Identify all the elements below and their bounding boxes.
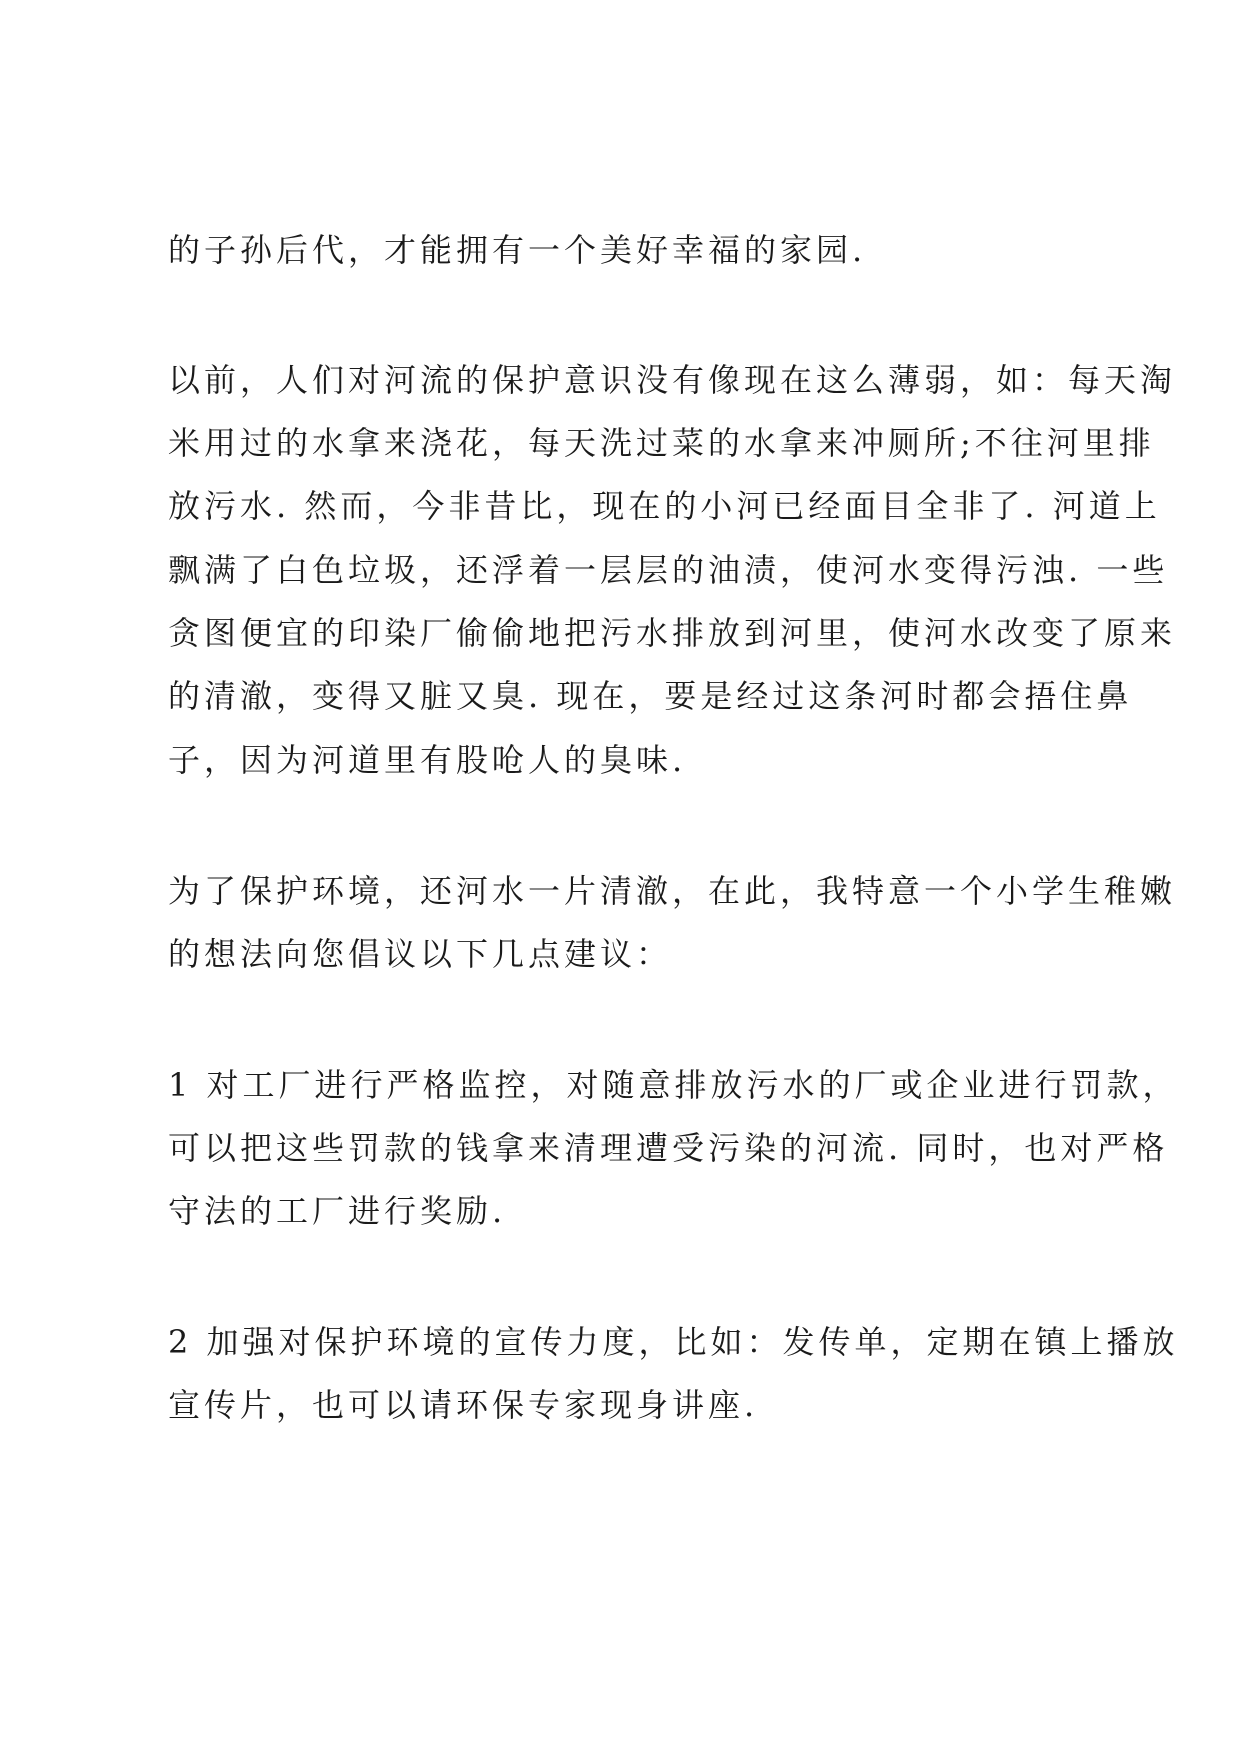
paragraph-2-line-6: 的清澈，变得又脏又臭. 现在，要是经过这条河时都会捂住鼻 <box>168 677 1133 715</box>
paragraph-1-line-1: 的子孙后代，才能拥有一个美好幸福的家园. <box>168 231 867 269</box>
paragraph-3-line-1: 为了保护环境，还河水一片清澈，在此，我特意一个小学生稚嫩 <box>168 872 1177 910</box>
paragraph-5-line-1: 2 加强对保护环境的宣传力度，比如：发传单，定期在镇上播放 <box>168 1323 1179 1361</box>
paragraph-2-line-3: 放污水. 然而，今非昔比，现在的小河已经面目全非了. 河道上 <box>168 487 1161 525</box>
paragraph-2-line-7: 子，因为河道里有股呛人的臭味. <box>168 741 687 779</box>
paragraph-2-line-5: 贪图便宜的印染厂偷偷地把污水排放到河里，使河水改变了原来 <box>168 614 1177 652</box>
paragraph-4-line-3: 守法的工厂进行奖励. <box>168 1192 507 1230</box>
paragraph-5-line-2: 宣传片，也可以请环保专家现身讲座. <box>168 1386 759 1424</box>
paragraph-3-line-2: 的想法向您倡议以下几点建议： <box>168 935 673 973</box>
paragraph-4-line-1: 1 对工厂进行严格监控，对随意排放污水的厂或企业进行罚款， <box>168 1066 1179 1104</box>
paragraph-2-line-1: 以前，人们对河流的保护意识没有像现在这么薄弱，如：每天淘 <box>168 361 1177 399</box>
paragraph-4-line-2: 可以把这些罚款的钱拿来清理遭受污染的河流. 同时，也对严格 <box>168 1129 1169 1167</box>
paragraph-2-line-2: 米用过的水拿来浇花，每天洗过菜的水拿来冲厕所;不往河里排 <box>168 424 1155 462</box>
paragraph-2-line-4: 飘满了白色垃圾，还浮着一层层的油渍，使河水变得污浊. 一些 <box>168 551 1169 589</box>
